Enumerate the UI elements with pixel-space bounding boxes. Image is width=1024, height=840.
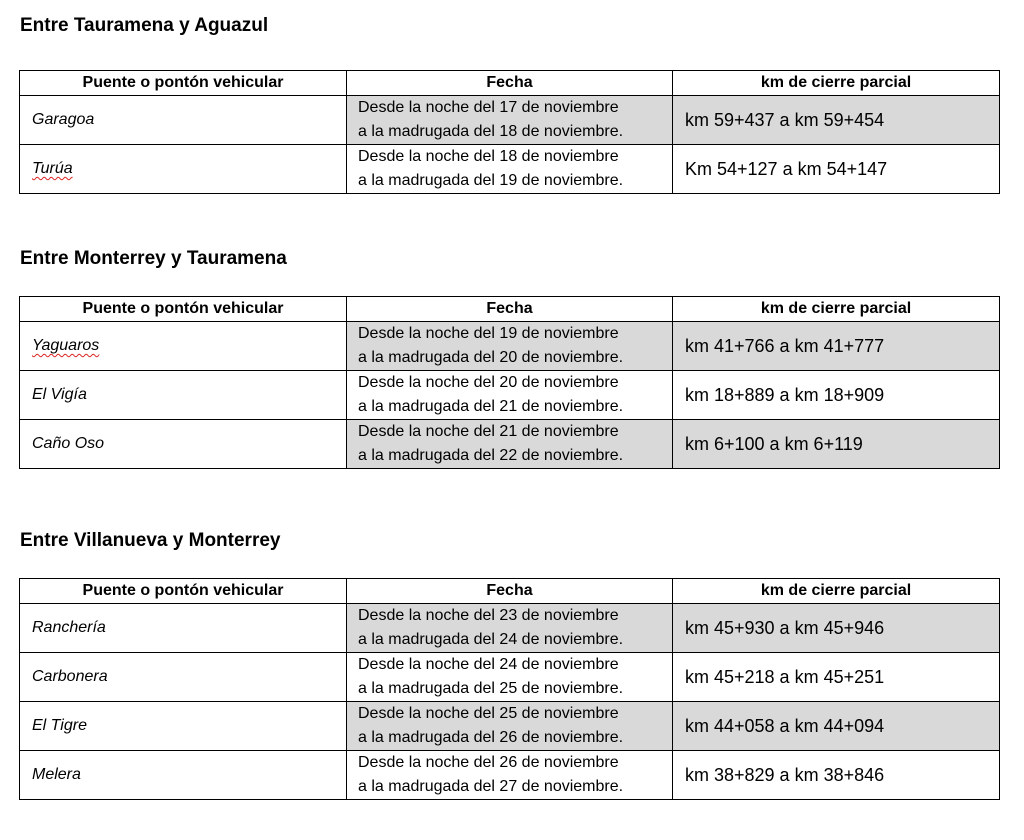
table-header-row	[20, 297, 1000, 322]
date-line-end: a la madrugada del 18 de noviembre.	[358, 123, 624, 140]
date-line-end: a la madrugada del 27 de noviembre.	[358, 778, 624, 795]
header-date: Fecha	[347, 71, 673, 96]
date-line-start: Desde la noche del 23 de noviembre	[358, 607, 619, 624]
header-km: km de cierre parcial	[673, 71, 1000, 96]
bridge-name: Ranchería	[20, 604, 347, 653]
km-range: km 59+437 a km 59+454	[673, 96, 1000, 145]
table-row	[20, 322, 1000, 371]
closure-date	[347, 322, 673, 371]
spellcheck-word: Yaguaros	[32, 337, 100, 354]
header-bridge: Puente o pontón vehicular	[20, 579, 347, 604]
table-row	[20, 653, 1000, 702]
km-range: km 38+829 a km 38+846	[673, 751, 1000, 800]
closure-table	[19, 578, 1000, 800]
table-row	[20, 96, 1000, 145]
header-date: Fecha	[347, 579, 673, 604]
km-range: km 6+100 a km 6+119	[673, 420, 1000, 469]
date-line-end: a la madrugada del 25 de noviembre.	[358, 680, 624, 697]
date-line-start: Desde la noche del 17 de noviembre	[358, 99, 619, 116]
bridge-name	[20, 322, 347, 371]
closure-date	[347, 145, 673, 194]
bridge-name: Carbonera	[20, 653, 347, 702]
km-range: km 41+766 a km 41+777	[673, 322, 1000, 371]
date-line-end: a la madrugada del 26 de noviembre.	[358, 729, 624, 746]
section-title: Entre Monterrey y Tauramena	[20, 248, 287, 269]
date-line-start: Desde la noche del 24 de noviembre	[358, 656, 619, 673]
table-header-row	[20, 71, 1000, 96]
closure-date	[347, 702, 673, 751]
date-line-start: Desde la noche del 25 de noviembre	[358, 705, 619, 722]
bridge-name: Caño Oso	[20, 420, 347, 469]
table-header-row	[20, 579, 1000, 604]
table-row	[20, 420, 1000, 469]
bridge-name: Melera	[20, 751, 347, 800]
date-line-end: a la madrugada del 24 de noviembre.	[358, 631, 624, 648]
section-title: Entre Villanueva y Monterrey	[20, 530, 281, 551]
closure-date	[347, 751, 673, 800]
date-line-start: Desde la noche del 26 de noviembre	[358, 754, 619, 771]
closure-table	[19, 296, 1000, 469]
closure-date	[347, 96, 673, 145]
date-line-end: a la madrugada del 19 de noviembre.	[358, 172, 624, 189]
km-range: km 45+218 a km 45+251	[673, 653, 1000, 702]
km-range: km 44+058 a km 44+094	[673, 702, 1000, 751]
header-km: km de cierre parcial	[673, 297, 1000, 322]
km-range: km 45+930 a km 45+946	[673, 604, 1000, 653]
header-km: km de cierre parcial	[673, 579, 1000, 604]
date-line-end: a la madrugada del 20 de noviembre.	[358, 349, 624, 366]
table-row	[20, 604, 1000, 653]
table-row	[20, 371, 1000, 420]
closure-table	[19, 70, 1000, 194]
bridge-name	[20, 145, 347, 194]
header-date: Fecha	[347, 297, 673, 322]
km-range: Km 54+127 a km 54+147	[673, 145, 1000, 194]
closure-date	[347, 604, 673, 653]
date-line-end: a la madrugada del 21 de noviembre.	[358, 398, 624, 415]
date-line-start: Desde la noche del 20 de noviembre	[358, 374, 619, 391]
section-title: Entre Tauramena y Aguazul	[20, 15, 269, 36]
bridge-name: El Vigía	[20, 371, 347, 420]
table-row	[20, 145, 1000, 194]
spellcheck-word: Turúa	[32, 160, 73, 177]
header-bridge: Puente o pontón vehicular	[20, 297, 347, 322]
bridge-name: Garagoa	[20, 96, 347, 145]
table-row	[20, 751, 1000, 800]
date-line-start: Desde la noche del 19 de noviembre	[358, 325, 619, 342]
date-line-start: Desde la noche del 18 de noviembre	[358, 148, 619, 165]
table-row	[20, 702, 1000, 751]
closure-date	[347, 653, 673, 702]
closure-date	[347, 420, 673, 469]
header-bridge: Puente o pontón vehicular	[20, 71, 347, 96]
date-line-start: Desde la noche del 21 de noviembre	[358, 423, 619, 440]
closure-date	[347, 371, 673, 420]
bridge-name: El Tigre	[20, 702, 347, 751]
date-line-end: a la madrugada del 22 de noviembre.	[358, 447, 624, 464]
km-range: km 18+889 a km 18+909	[673, 371, 1000, 420]
